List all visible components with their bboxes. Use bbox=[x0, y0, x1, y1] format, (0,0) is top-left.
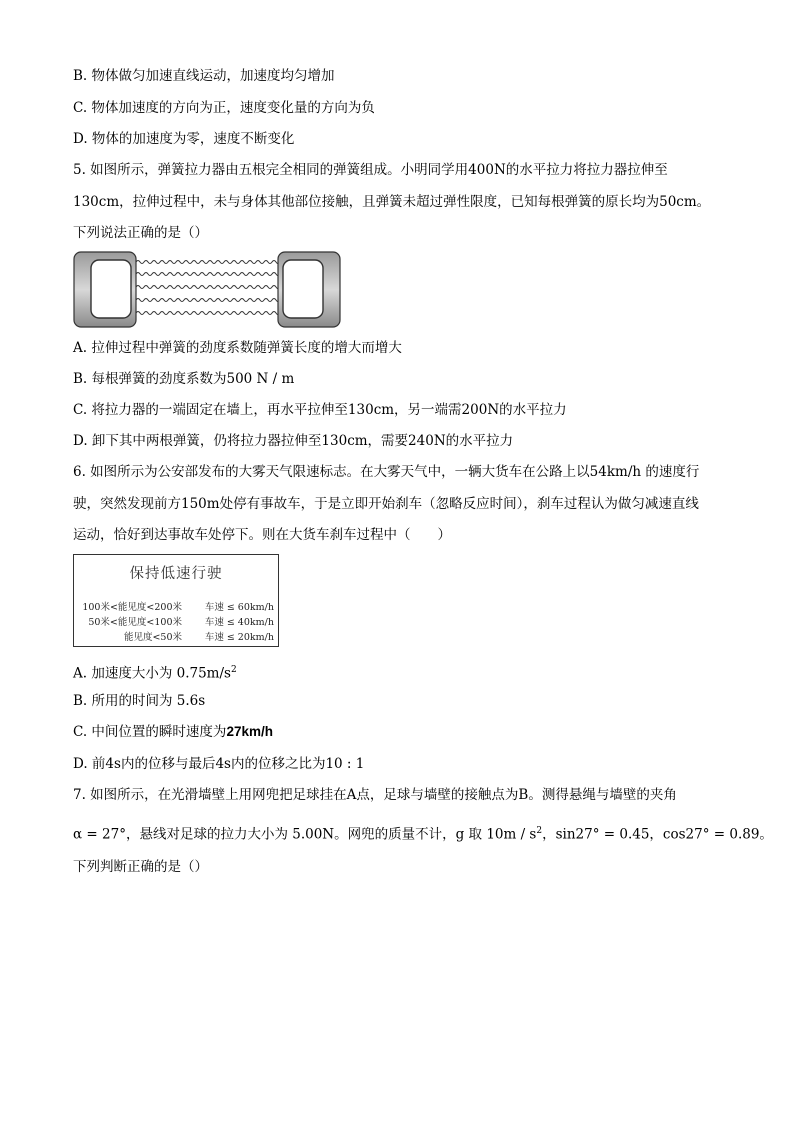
q6-stem-line-2: 驶，突然发现前方150m处停有事故车，于是立即开始刹车（忽略反应时间），刹车过程认为做匀减速直线 bbox=[73, 496, 699, 512]
q6-option-a-exponent: 2 bbox=[230, 665, 237, 675]
spring-2 bbox=[136, 273, 278, 276]
q5-option-a: A. 拉伸过程中弹簧的劲度系数随弹簧长度的增大而增大 bbox=[73, 340, 402, 356]
q6-option-c-text: C. 中间位置的瞬时速度为 bbox=[73, 724, 227, 740]
q4-option-c: C. 物体加速度的方向为正，速度变化量的方向为负 bbox=[73, 100, 375, 116]
spring-expander-figure bbox=[73, 251, 341, 328]
q5-option-c: C. 将拉力器的一端固定在墙上，再水平拉伸至130cm，另一端需200N的水平拉力 bbox=[73, 402, 567, 418]
q6-option-a-text: A. 加速度大小为 0.75m/s bbox=[73, 665, 231, 682]
q6-option-c-value: 27km/h bbox=[226, 724, 273, 739]
q6-option-b: B. 所用的时间为 5.6s bbox=[73, 693, 206, 709]
spring-5 bbox=[136, 312, 278, 315]
springs bbox=[136, 261, 278, 315]
sign-visibility-row-1: 100米<能见度<200米 bbox=[82, 602, 182, 613]
q5-stem-line-2: 130cm，拉伸过程中，未与身体其他部位接触，且弹簧未超过弹性限度，已知每根弹簧的原长均为50cm。 bbox=[73, 194, 711, 210]
q7-stem-line-3: 下列判断正确的是（） bbox=[73, 859, 208, 875]
q7-stem-line-1: 7. 如图所示，在光滑墙壁上用网兜把足球挂在A点，足球与墙壁的接触点为B。测得悬绳与墙壁的夹角 bbox=[73, 787, 677, 803]
spring-3 bbox=[136, 286, 278, 289]
q5-option-d: D. 卸下其中两根弹簧，仍将拉力器拉伸至130cm，需要240N的水平拉力 bbox=[73, 433, 514, 449]
q5-option-b: B. 每根弹簧的劲度系数为500 N / m bbox=[73, 371, 295, 387]
q4-option-b: B. 物体做匀加速直线运动，加速度均匀增加 bbox=[73, 68, 335, 84]
q4-option-d: D. 物体的加速度为零，速度不断变化 bbox=[73, 131, 295, 147]
sign-visibility-row-3: 能见度<50米 bbox=[123, 632, 182, 643]
spring-1 bbox=[136, 261, 278, 264]
sign-speed-row-1: 车速 ≤ 60km/h bbox=[204, 602, 274, 613]
q7-stem-line-2 bbox=[73, 821, 773, 845]
q5-stem-line-3: 下列说法正确的是（） bbox=[73, 225, 208, 241]
spring-4 bbox=[136, 299, 278, 302]
q6-stem-line-3: 运动，恰好到达事故车处停下。则在大货车刹车过程中（ ） bbox=[73, 527, 451, 543]
q7-stem-line-2-a: α = 27°，悬线对足球的拉力大小为 5.00N。网兜的质量不计，g 取 10m / s bbox=[73, 826, 537, 843]
q6-option-c bbox=[73, 722, 273, 742]
sign-speed-row-2: 车速 ≤ 40km/h bbox=[204, 617, 274, 628]
fog-speed-limit-sign bbox=[73, 554, 279, 647]
sign-title: 保持低速行驶 bbox=[129, 566, 223, 582]
q7-stem-line-2-b: ，sin27° = 0.45，cos27° = 0.89。 bbox=[542, 826, 773, 843]
q5-stem-line-1: 5. 如图所示，弹簧拉力器由五根完全相同的弹簧组成。小明同学用400N的水平拉力将拉力器拉伸至 bbox=[73, 162, 668, 178]
sign-visibility-row-2: 50米<能见度<100米 bbox=[88, 617, 182, 628]
q7-stem-exponent: 2 bbox=[536, 826, 543, 836]
sign-speed-row-3: 车速 ≤ 20km/h bbox=[204, 632, 274, 643]
q6-option-a bbox=[73, 660, 237, 684]
q6-stem-line-1: 6. 如图所示为公安部发布的大雾天气限速标志。在大雾天气中，一辆大货车在公路上以54km/h 的速度行 bbox=[73, 464, 700, 480]
q6-option-d: D. 前4s内的位移与最后4s内的位移之比为10 : 1 bbox=[73, 756, 365, 772]
